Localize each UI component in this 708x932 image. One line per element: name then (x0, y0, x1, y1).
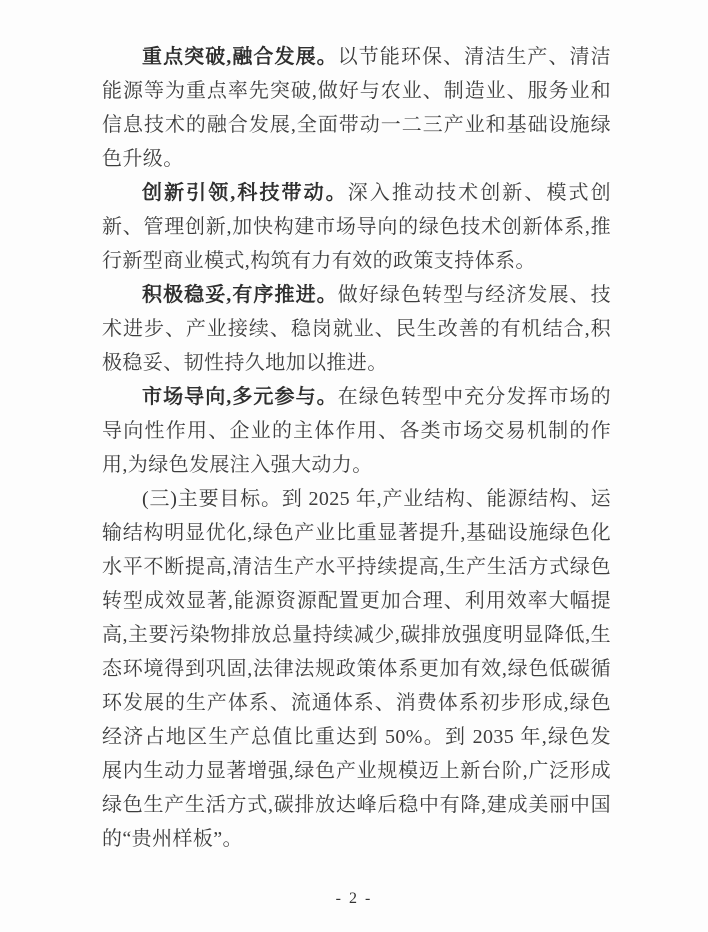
paragraph-lead: 创新引领,科技带动。 (142, 182, 348, 204)
paragraph-text: 做好绿色转型与经济发展、技术进步、产业接续、稳岗就业、民生改善的有机结合,积极稳妥、韧性持久地加以推进。 (102, 284, 612, 374)
paragraph-main-goals (102, 482, 611, 856)
paragraph-lead: (三)主要目标。 (142, 488, 282, 510)
paragraph-key-breakthrough (102, 40, 611, 176)
paragraph-market-oriented (102, 380, 611, 482)
paragraph-steady-progress (102, 278, 611, 380)
paragraph-lead: 积极稳妥,有序推进。 (142, 284, 338, 306)
paragraph-innovation (102, 176, 611, 278)
paragraph-text: 到 2025 年,产业结构、能源结构、运输结构明显优化,绿色产业比重显著提升,基础设施绿色化水平不断提高,清洁生产水平持续提高,生产生活方式绿色转型成效显著,能源资源配置更加合理、利用效率大幅提高,主要污染物排放总量持续减少,碳排放强度明显降低,生态环境得到巩固,法律法规政策体系更加有效,绿色低碳循环发展的生产体系、流通体系、消费体系初步形成,绿色经济占地区生产总值比重达到 50%。到 2035 年,绿色发展内生动力显著增强,绿色产业规模迈上新台阶,广泛形成绿色生产生活方式,碳排放达峰后稳中有降,建成美丽中国的“贵州样板”。 (102, 488, 612, 850)
paragraph-text: 以节能环保、清洁生产、清洁能源等为重点率先突破,做好与农业、制造业、服务业和信息技术的融合发展,全面带动一二三产业和基础设施绿色升级。 (102, 46, 612, 170)
paragraph-lead: 重点突破,融合发展。 (142, 46, 338, 68)
document-body (102, 40, 611, 856)
page-number: - 2 - (335, 890, 373, 907)
paragraph-text: 在绿色转型中充分发挥市场的导向性作用、企业的主体作用、各类市场交易机制的作用,为绿色发展注入强大动力。 (102, 386, 612, 476)
paragraph-text: 深入推动技术创新、模式创新、管理创新,加快构建市场导向的绿色技术创新体系,推行新型商业模式,构筑有力有效的政策支持体系。 (102, 182, 611, 272)
paragraph-lead: 市场导向,多元参与。 (142, 386, 338, 408)
